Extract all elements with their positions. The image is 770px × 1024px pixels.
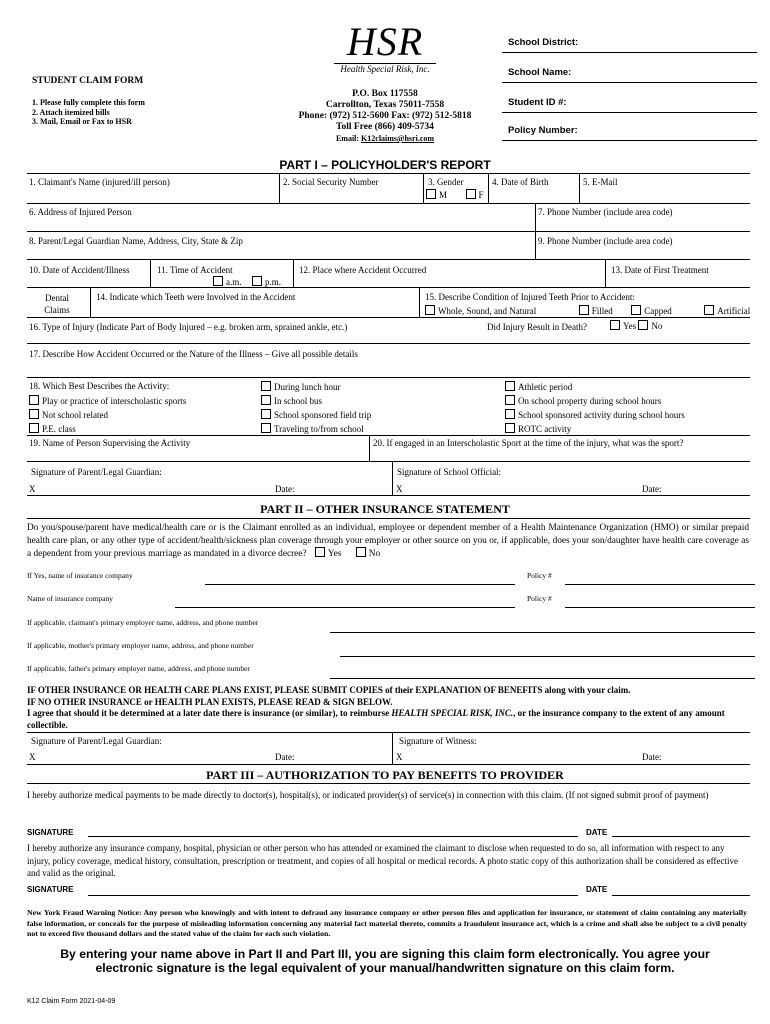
phone-injured-label: 7. Phone Number (include area code) (538, 207, 673, 217)
death-yes-label: Yes (623, 321, 637, 331)
gender-m-checkbox[interactable] (426, 189, 436, 199)
ins-company-field[interactable] (205, 584, 515, 585)
activity-bus-label: In school bus (274, 396, 322, 406)
sport-field[interactable] (370, 435, 750, 461)
part2-paragraph (27, 522, 749, 561)
hsr-address (280, 89, 490, 144)
am-label: a.m. (226, 277, 242, 287)
p2-sig-parent-x: X (29, 752, 36, 762)
filled-label: Filled (591, 306, 613, 316)
policy-1-field[interactable] (565, 584, 755, 585)
school-district-field[interactable] (502, 52, 757, 53)
phone-guardian-label: 9. Phone Number (include area code) (538, 236, 673, 246)
activity-rotc-label: ROTC activity (518, 424, 572, 434)
address-line-3: Phone: (972) 512-5600 Fax: (972) 512-5818 (298, 111, 472, 121)
notice-3b: HEALTH SPECIAL RISK, INC. (391, 708, 514, 718)
instructions (32, 98, 145, 127)
part3-para1: I hereby authorize medical payments to be made directly to doctor(s), hospital(s), or indicated provider(s) of service(s) in connection with this claim. (If not signed submit proof of payment) (27, 790, 709, 800)
supervisor-field[interactable] (27, 435, 369, 461)
p2-sig-witness-x: X (396, 752, 403, 762)
address-injured-field[interactable] (27, 203, 535, 231)
artificial-label: Artificial (717, 306, 751, 316)
part3-para2: I hereby authorize any insurance company, hospital, physician or other person who has attended or examined the claimant to disclose when requested to do so, all information with respect to any injury, policy coverage, medical history, consultation, prescription or treatment, and copies of all hospital or medical records. A photo static copy of this authorization shall be considered as effective and valid as the original. (27, 843, 738, 878)
policy-number-label: Policy Number: (508, 125, 578, 136)
father-employer-field[interactable] (330, 678, 755, 679)
claimant-employer-field[interactable] (330, 632, 755, 633)
activity-traveling-label: Traveling to/from school (274, 424, 364, 434)
death-no-label: No (651, 321, 663, 331)
whole-checkbox[interactable] (425, 305, 435, 315)
activity-pe-checkbox[interactable] (29, 423, 39, 433)
email-field-label: 5. E-Mail (583, 177, 618, 187)
dental-word: Dental (45, 293, 69, 303)
sport-label: 20. If engaged in an Interscholastic Sport at the time of the injury, what was the sport? (373, 438, 684, 448)
esignature-line-1: By entering your name above in Part II and Part III, you are signing this claim form electronically. You agree your (60, 947, 710, 961)
injury-type-label: 16. Type of Injury (Indicate Part of Body Injured – e.g. broken arm, sprained ankle, etc.) (29, 322, 348, 332)
supervisor-label: 19. Name of Person Supervising the Activity (29, 438, 191, 448)
activity-col-2 (261, 380, 371, 436)
describe-accident-field[interactable] (27, 343, 750, 377)
first-treatment-field[interactable] (606, 259, 750, 287)
teeth-condition-options (425, 305, 750, 316)
activity-col-1 (29, 394, 186, 436)
logo-subtext: Health Special Risk, Inc. (340, 64, 430, 74)
accident-date-label: 10. Date of Accident/Illness (29, 265, 130, 275)
pm-label: p.m. (265, 277, 282, 287)
school-name-field[interactable] (502, 82, 757, 83)
p2-sig-witness-field[interactable] (407, 747, 637, 761)
company-label: Name of insurance company (27, 594, 114, 603)
claims-word: Claims (44, 305, 70, 315)
student-id-label: Student ID #: (508, 97, 567, 108)
p1-sig-parent-date: Date: (275, 484, 295, 494)
capped-label: Capped (644, 306, 672, 316)
hsr-logo (330, 19, 440, 74)
activity-not-school-label: Not school related (42, 410, 108, 420)
part2-title: PART II – OTHER INSURANCE STATEMENT (260, 502, 510, 516)
p1-sig-official-date: Date: (642, 484, 662, 494)
activity-field-trip-label: School sponsored field trip (274, 410, 372, 420)
teeth-condition-label: 15. Describe Condition of Injured Teeth Prior to Accident: (425, 292, 635, 302)
dob-label: 4. Date of Birth (492, 177, 549, 187)
artificial-checkbox[interactable] (704, 305, 714, 315)
gender-options (426, 189, 484, 200)
activity-sports-checkbox[interactable] (29, 395, 39, 405)
activity-lunch-label: During lunch hour (274, 382, 341, 392)
activity-label: 18. Which Best Describes the Activity: (29, 381, 170, 391)
activity-school-property-label: On school property during school hours (518, 396, 662, 406)
activity-traveling-checkbox[interactable] (261, 423, 271, 433)
p1-sig-official-label: Signature of School Official: (397, 467, 502, 477)
guardian-label: 8. Parent/Legal Guardian Name, Address, City, State & Zip (29, 236, 243, 246)
p1-sig-parent-field[interactable] (40, 479, 270, 493)
activity-athletic-label: Athletic period (518, 382, 573, 392)
notice-3c: , or the insurance company to the extent of any amount collectible. (27, 708, 725, 730)
ny-fraud-warning: New York Fraud Warning Notice: Any person who knowingly and with intent to defraud any insurance company or other person files and application for insurance, or statement of claim containing any materially false information, or conceals for the purpose of misleading information concerning any material fact material thereto, commits a fraudulent insurance act, which is a crime and shall also be subject to a civil penalty not to exceed five thousand dollars and the stated value of the claim for each such violation. (27, 908, 747, 938)
notice-2: IF NO OTHER INSURANCE or HEALTH PLAN EXISTS, PLEASE READ & SIGN BELOW. (27, 696, 393, 707)
address-line-1: P.O. Box 117558 (352, 89, 418, 99)
part2-question: Do you/spouse/parent have medical/health care or is the Claimant enrolled as an individual, employee or dependent member of a Health Maintenance Organization (HMO) or similar prepaid health care plan, or any other type of accident/health/sickness plan coverage through your employer or other source on you or, if applicable, does your son/daughter have health care coverage as a dependent from your previous marriage as mandated in a divorce decree? (27, 523, 749, 559)
am-checkbox[interactable] (213, 276, 223, 286)
policy-2-field[interactable] (565, 607, 755, 608)
father-employer-label: If applicable, father's primary employer name, address, and phone number (27, 664, 250, 673)
gender-f-label: F (478, 190, 484, 200)
time-options (213, 276, 281, 287)
form-title: STUDENT CLAIM FORM (32, 76, 144, 86)
activity-school-property-checkbox[interactable] (505, 395, 515, 405)
activity-not-school-checkbox[interactable] (29, 409, 39, 419)
dental-claims-label (27, 292, 87, 316)
address-line-2: Carrollton, Texas 75011-7558 (325, 100, 445, 110)
ins-company-label: If Yes, name of insurance company (27, 571, 133, 580)
p3-date-1-field[interactable] (612, 836, 750, 837)
activity-sponsored-checkbox[interactable] (505, 409, 515, 419)
p3-signature-1-label: SIGNATURE (27, 828, 74, 837)
death-label: Did Injury Result in Death? (487, 322, 587, 332)
death-no-checkbox[interactable] (638, 320, 648, 330)
esignature-line-2: electronic signature is the legal equivalent of your manual/handwritten signature on this claim form. (95, 961, 675, 975)
mother-employer-field[interactable] (340, 656, 755, 657)
part3-title: PART III – AUTHORIZATION TO PAY BENEFITS TO PROVIDER (206, 768, 564, 782)
form-version: K12 Claim Form 2021-04-09 (27, 998, 116, 1005)
policy-1-label: Policy # (527, 571, 552, 580)
accident-date-field[interactable] (27, 259, 150, 287)
activity-athletic-checkbox[interactable] (505, 381, 515, 391)
student-id-field[interactable] (502, 112, 757, 113)
ssn-label: 2. Social Security Number (283, 177, 379, 187)
email-label: Email: (335, 134, 360, 143)
accident-place-field[interactable] (294, 259, 605, 287)
p3-date-2-field[interactable] (612, 895, 750, 896)
claimant-name-label: 1. Claimant's Name (injured/ill person) (29, 177, 170, 187)
p2-sig-parent-label: Signature of Parent/Legal Guardian: (31, 736, 162, 746)
whole-label: Whole, Sound, and Natural (438, 306, 537, 316)
gender-m-label: M (439, 190, 448, 200)
phone-injured-field[interactable] (536, 203, 750, 231)
gender-f-checkbox[interactable] (466, 189, 476, 199)
p1-sig-parent-x: X (29, 484, 36, 494)
other-ins-yes-label: Yes (327, 549, 342, 559)
mother-employer-label: If applicable, mother's primary employer name, address, and phone number (27, 641, 254, 650)
death-options (610, 320, 662, 331)
p1-sig-official-x: X (396, 484, 403, 494)
school-name-label: School Name: (508, 67, 572, 78)
p3-signature-2-label: SIGNATURE (27, 885, 74, 894)
instruction-3: 3. Mail, Email or Fax to HSR (32, 117, 132, 126)
p3-date-1-label: DATE (586, 828, 608, 837)
gender-label: 3. Gender (428, 177, 464, 187)
company-field[interactable] (175, 607, 515, 608)
teeth-involved-field[interactable] (91, 287, 419, 317)
esignature-notice (0, 947, 770, 975)
notice-3a: I agree that should it be determined at a later date there is insurance (or similar), to reimburse (27, 708, 392, 718)
activity-rotc-checkbox[interactable] (505, 423, 515, 433)
address-injured-label: 6. Address of Injured Person (29, 207, 132, 217)
other-ins-no-label: No (368, 549, 381, 559)
instruction-2: 2. Attach itemized bills (32, 107, 110, 117)
filled-checkbox[interactable] (579, 305, 589, 315)
p2-sig-witness-label: Signature of Witness: (399, 736, 477, 746)
p2-sig-witness-date: Date: (642, 752, 662, 762)
part2-bold-notice (27, 685, 752, 731)
dob-field[interactable] (489, 173, 579, 203)
activity-sponsored-label: School sponsored activity during school hours (518, 410, 685, 420)
other-ins-yes-checkbox[interactable] (315, 547, 325, 557)
p2-sig-parent-field[interactable] (40, 747, 270, 761)
accident-place-label: 12. Place where Accident Occurred (299, 265, 427, 275)
first-treatment-label: 13. Date of First Treatment (611, 265, 709, 275)
school-district-label: School District: (508, 37, 579, 48)
p3-signature-1-field[interactable] (88, 836, 578, 837)
email-field[interactable] (580, 173, 750, 203)
activity-pe-label: P.E. class (42, 424, 76, 434)
email-link[interactable]: K12claims@hsri.com (361, 134, 435, 143)
activity-col-3 (505, 380, 685, 436)
logo-text: HSR (346, 19, 424, 64)
pm-checkbox[interactable] (252, 276, 262, 286)
activity-lunch-checkbox[interactable] (261, 381, 271, 391)
activity-field-trip-checkbox[interactable] (261, 409, 271, 419)
claimant-employer-label: If applicable, claimant's primary employer name, address, and phone number (27, 618, 259, 627)
ssn-field[interactable] (280, 173, 423, 203)
other-ins-no-checkbox[interactable] (356, 547, 366, 557)
p1-sig-parent-label: Signature of Parent/Legal Guardian: (31, 467, 162, 477)
guardian-field[interactable] (27, 231, 535, 259)
address-line-4: Toll Free (866) 409-5734 (336, 122, 434, 132)
p1-sig-official-field[interactable] (407, 479, 637, 493)
p3-date-2-label: DATE (586, 885, 608, 894)
time-label: 11. Time of Accident (157, 265, 233, 275)
p2-sig-parent-date: Date: (275, 752, 295, 762)
policy-number-field[interactable] (502, 140, 757, 141)
part1-title: PART I – POLICYHOLDER'S REPORT (279, 158, 491, 172)
claimant-name-field[interactable] (27, 173, 279, 203)
describe-accident-label: 17. Describe How Accident Occurred or the Nature of the Illness – Give all possible details (29, 349, 358, 359)
policy-2-label: Policy # (527, 594, 552, 603)
phone-guardian-field[interactable] (536, 231, 750, 259)
teeth-involved-label: 14. Indicate which Teeth were Involved in the Accident (96, 292, 296, 302)
notice-1: IF OTHER INSURANCE OR HEALTH CARE PLANS EXIST, PLEASE SUBMIT COPIES of their EXPLANATION OF BENEFITS along with your claim. (27, 685, 631, 695)
instruction-1: 1. Please fully complete this form (32, 98, 145, 107)
capped-checkbox[interactable] (631, 305, 641, 315)
death-yes-checkbox[interactable] (610, 320, 620, 330)
p3-signature-2-field[interactable] (88, 895, 578, 896)
activity-sports-label: Play or practice of interscholastic sports (42, 396, 187, 406)
activity-bus-checkbox[interactable] (261, 395, 271, 405)
